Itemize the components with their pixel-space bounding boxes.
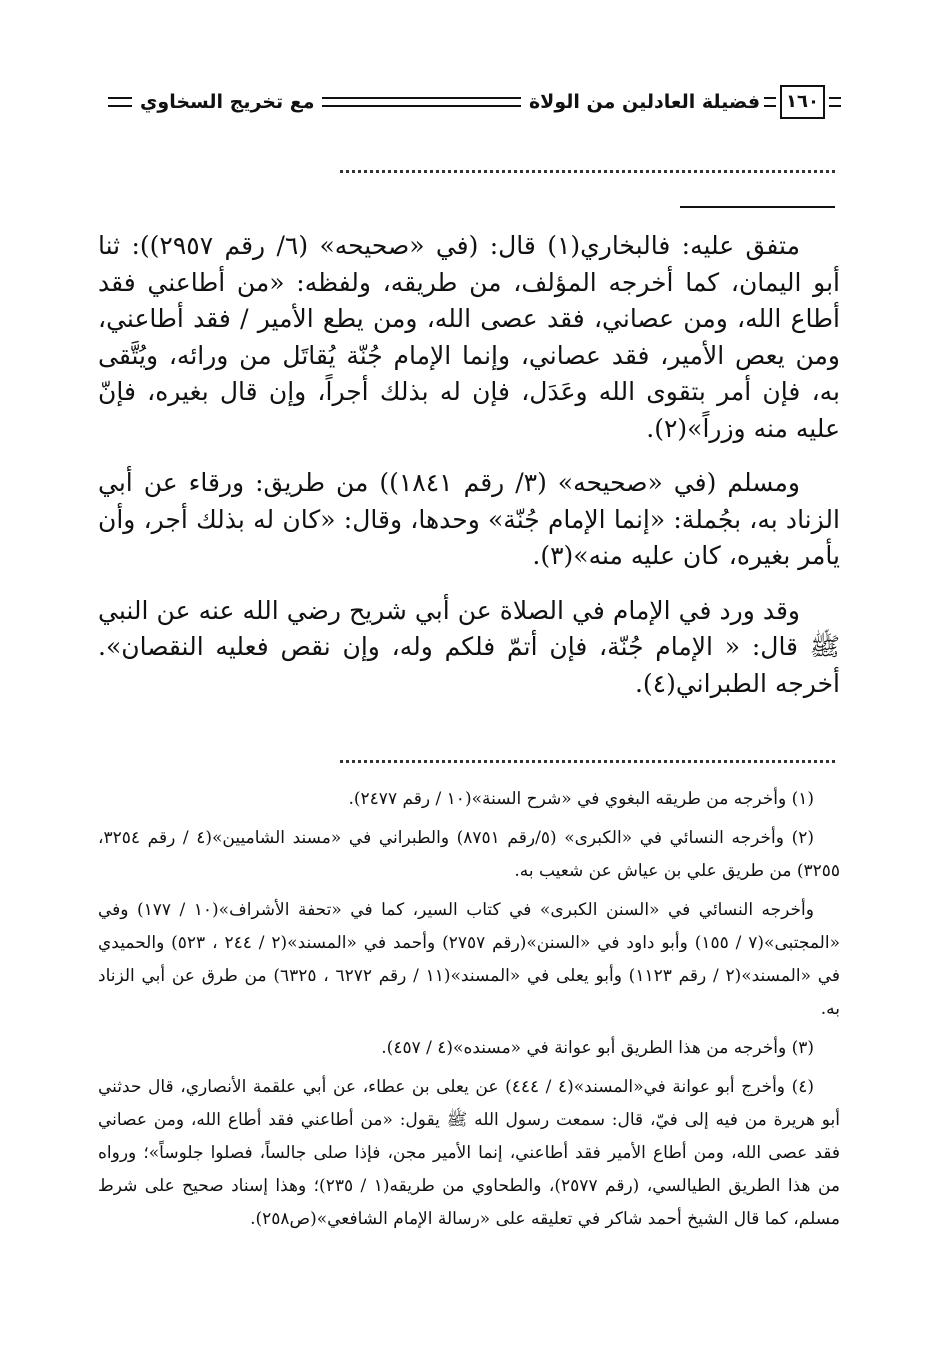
- running-header: [100, 82, 845, 122]
- footnote: (٢) وأخرجه النسائي في «الكبرى» (٥/رقم ٨٧٥١) والطبراني في «مسند الشاميين»(٤ / رقم ٣٢٥٤، ٣٢٥٥) من طريق علي بن عياش عن شعيب به.: [98, 828, 840, 881]
- footnote: (٣) وأخرجه من هذا الطريق أبو عوانة في «مسنده»(٤ / ٤٥٧).: [381, 1038, 814, 1058]
- dotted-separator-footnotes: [340, 760, 835, 763]
- header-rule-middle: [322, 97, 520, 107]
- section-rule: [680, 206, 835, 208]
- header-rule-right: [829, 97, 841, 107]
- footnote: (٤) وأخرج أبو عوانة في«المسند»(٤ / ٤٤٤) عن يعلى بن عطاء، عن أبي علقمة الأنصاري، قال حدثني أبو هريرة من فيه إلى فيّ، قال: سمعت رسول الله ﷺ يقول: «من أطاعني فقد أطاع الله، ومن عصاني فقد عصى الله، ومن أطاع الأمير فقد أطاعني، إنما الأمير مجن، فإذا صلى جالساً، فصلوا جلوساً»؛ ورواه من هذا الطريق الطيالسي، (رقم ٢٥٧٧)، والطحاوي من طريقه(١ / ٢٣٥)؛ وهذا إسناد صحيح على شرط مسلم، كما قال الشيخ أحمد شاكر في تعليقه على «رسالة الإمام الشافعي»(ص٢٥٨).: [98, 1077, 840, 1229]
- dotted-separator-top: [340, 170, 835, 173]
- footnote: (١) وأخرجه من طريقه البغوي في «شرح السنة»(١٠ / رقم ٢٤٧٧).: [348, 789, 814, 809]
- paragraph: وقد ورد في الإمام في الصلاة عن أبي شريح رضي الله عنه عن النبي ﷺ قال: « الإمام جُنّة، فإن أتمّ فلكم وله، وإن نقص فعليه النقصان». أخرجه الطبراني(٤).: [98, 595, 840, 698]
- main-text: [98, 228, 840, 720]
- header-rule-left: [108, 97, 132, 107]
- footnotes: [98, 783, 840, 1242]
- page-number: ١٦٠: [780, 85, 825, 119]
- paragraph: متفق عليه: فالبخاري(١) قال: (في «صحيحه» (٦/ رقم ٢٩٥٧)): ثنا أبو اليمان، كما أخرجه المؤلف، من طريقه، ولفظه: «من أطاعني فقد أطاع الله، ومن عصاني، فقد عصى الله، ومن يطع الأمير / فقد أطاعني، ومن يعص الأمير، فقد عصاني، وإنما الإمام جُنّة يُقاتَل من ورائه، ويُتَّقى به، فإن أمر بتقوى الله وعَدَل، فإن له بذلك أجراً، وإن قال بغيره، فإنّ عليه منه وزراً»(٢).: [98, 231, 840, 443]
- footnote: وأخرجه النسائي في «السنن الكبرى» في كتاب السير، كما في «تحفة الأشراف»(١٠ / ١٧٧) وفي «المجتبى»(٧ / ١٥٥) وأبو داود في «السنن»(رقم ٢٧٥٧) وأحمد في «المسند»(٢ / ٢٤٤ ، ٥٢٣) والحميدي في «المسند»(٢ / رقم ١١٢٣) وأبو يعلى في «المسند»(١١ / رقم ٦٢٧٢ ، ٦٣٢٥) من طرق عن أبي الزناد به.: [98, 900, 841, 1019]
- paragraph: ومسلم (في «صحيحه» (٣/ رقم ١٨٤١)) من طريق: ورقاء عن أبي الزناد به، بجُملة: «إنما الإمام جُنّة» وحدها، وقال: «كان له بذلك أجر، وأن يأمر بغيره، كان عليه منه»(٣).: [98, 468, 840, 570]
- book-title: فضيلة العادلين من الولاة: [528, 91, 761, 113]
- header-rule-after-page: [764, 97, 776, 107]
- header-subtitle: مع تخريج السخاوي: [140, 91, 315, 113]
